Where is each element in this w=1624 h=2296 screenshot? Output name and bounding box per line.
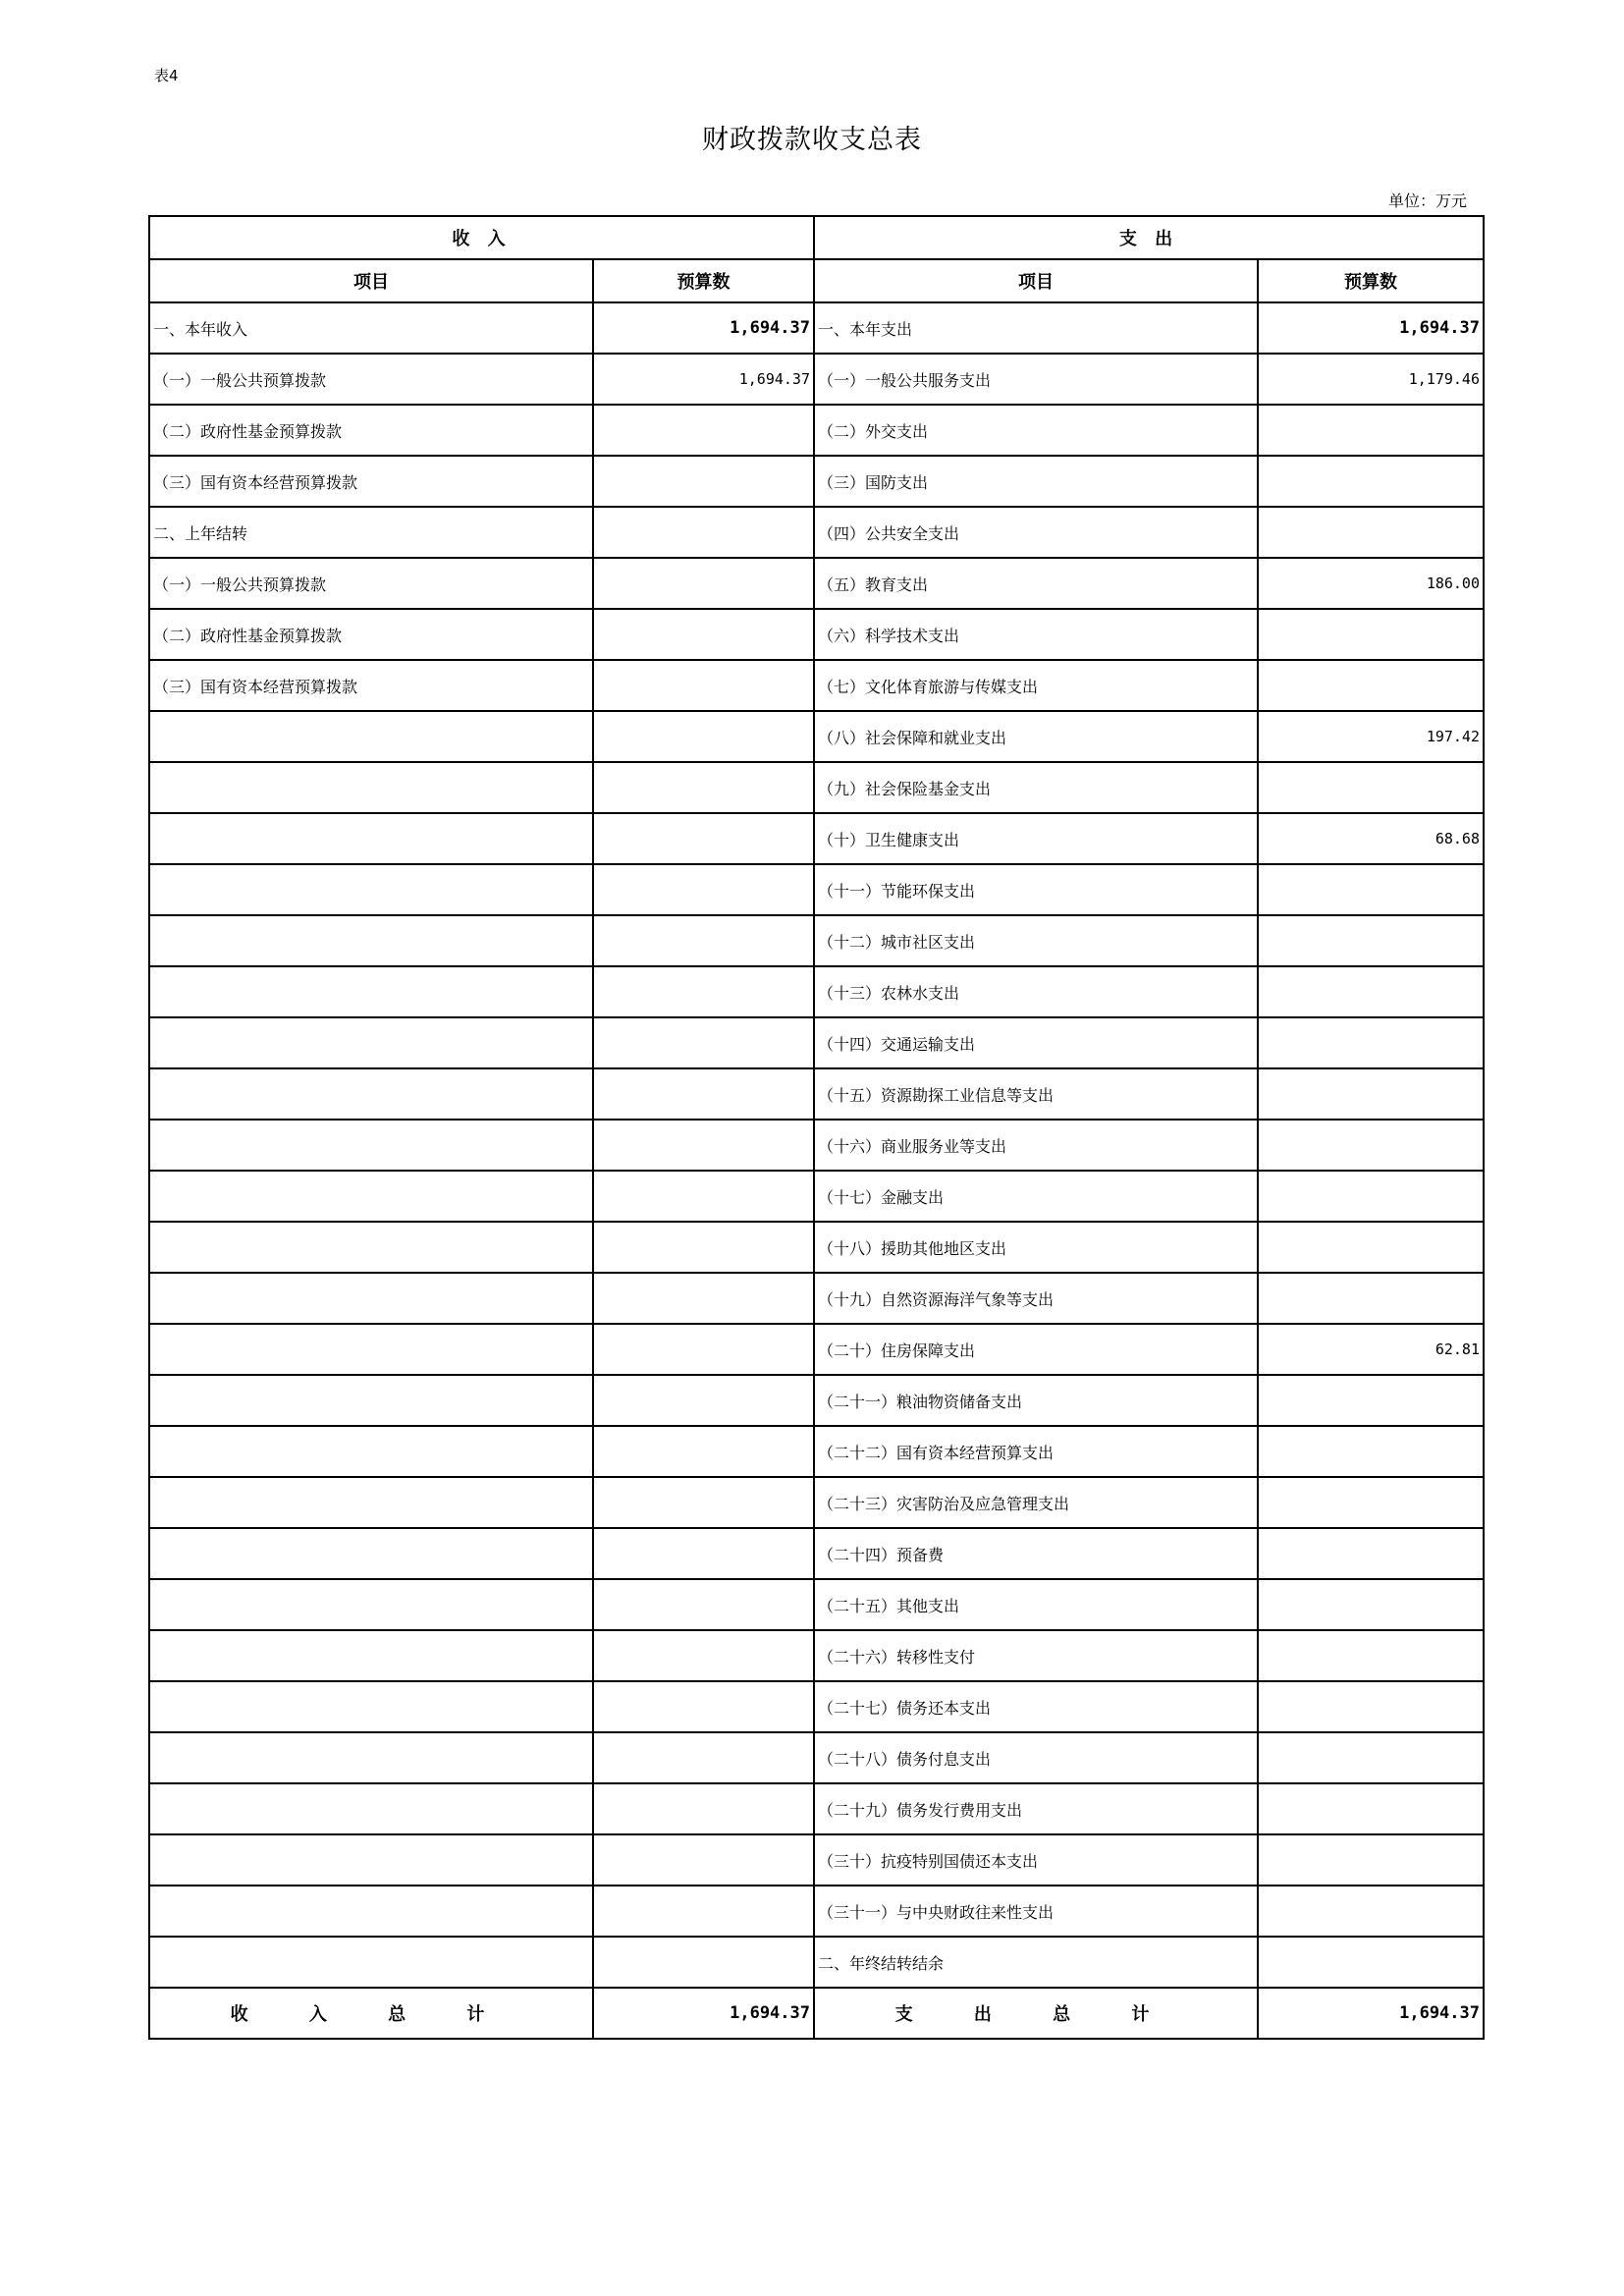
table-row (149, 405, 1484, 456)
income-value-cell (593, 1579, 814, 1630)
income-value-cell (593, 1630, 814, 1681)
total-row (149, 1988, 1484, 2039)
expense-item-cell: （十三）农林水支出 (814, 966, 1258, 1017)
expense-total-label: 支 出 总 计 (814, 1988, 1258, 2039)
income-value-cell (593, 456, 814, 507)
income-item-cell (149, 1171, 593, 1222)
expense-item-cell: （八）社会保障和就业支出 (814, 711, 1258, 762)
column-header-row (149, 259, 1484, 302)
table-row (149, 1937, 1484, 1988)
table-row (149, 915, 1484, 966)
income-item-cell (149, 966, 593, 1017)
income-value-cell (593, 609, 814, 660)
expense-item-cell: （三十）抗疫特别国债还本支出 (814, 1834, 1258, 1886)
table-row (149, 1273, 1484, 1324)
expense-value-cell (1258, 1068, 1484, 1120)
expense-item-cell: （二十八）债务付息支出 (814, 1732, 1258, 1783)
expense-value-cell (1258, 1528, 1484, 1579)
income-item-cell (149, 1630, 593, 1681)
expense-value-cell (1258, 609, 1484, 660)
expense-item-cell: 一、本年支出 (814, 302, 1258, 354)
expense-item-cell: （七）文化体育旅游与传媒支出 (814, 660, 1258, 711)
income-value-cell (593, 1783, 814, 1834)
expense-item-cell: （二十五）其他支出 (814, 1579, 1258, 1630)
table-row (149, 1171, 1484, 1222)
income-value-cell (593, 1120, 814, 1171)
table-row (149, 609, 1484, 660)
income-item-cell (149, 1068, 593, 1120)
income-item-cell (149, 762, 593, 813)
expense-value-cell (1258, 1120, 1484, 1171)
expense-value-cell (1258, 1630, 1484, 1681)
income-item-cell (149, 864, 593, 915)
expense-value-cell (1258, 1477, 1484, 1528)
expense-value-cell (1258, 966, 1484, 1017)
table-row (149, 456, 1484, 507)
expense-value-cell (1258, 1886, 1484, 1937)
expense-item-cell: （十五）资源勘探工业信息等支出 (814, 1068, 1258, 1120)
expense-item-cell: （三）国防支出 (814, 456, 1258, 507)
fiscal-summary-table (148, 215, 1485, 2040)
income-value-cell (593, 966, 814, 1017)
income-item-cell (149, 1222, 593, 1273)
expense-value-cell: 68.68 (1258, 813, 1484, 864)
section-income-header: 收 入 (149, 216, 814, 259)
table-row (149, 864, 1484, 915)
income-item-cell (149, 1273, 593, 1324)
income-item-cell: 一、本年收入 (149, 302, 593, 354)
income-item-cell (149, 1681, 593, 1732)
expense-item-cell: （十六）商业服务业等支出 (814, 1120, 1258, 1171)
table-body (149, 302, 1484, 1988)
income-value-cell (593, 1732, 814, 1783)
income-item-cell: （三）国有资本经营预算拨款 (149, 660, 593, 711)
table-row (149, 1886, 1484, 1937)
income-value-cell (593, 762, 814, 813)
expense-value-cell: 197.42 (1258, 711, 1484, 762)
income-value-cell: 1,694.37 (593, 302, 814, 354)
expense-value-cell (1258, 405, 1484, 456)
expense-value-cell (1258, 660, 1484, 711)
expense-value-cell (1258, 1579, 1484, 1630)
table-number: 表4 (154, 67, 179, 84)
income-item-cell (149, 1375, 593, 1426)
income-item-cell (149, 1017, 593, 1068)
income-value-cell (593, 1324, 814, 1375)
income-value-cell (593, 1426, 814, 1477)
expense-value-cell: 1,694.37 (1258, 302, 1484, 354)
income-item-header: 项目 (149, 259, 593, 302)
income-item-cell (149, 1426, 593, 1477)
expense-item-header: 项目 (814, 259, 1258, 302)
expense-value-cell (1258, 1783, 1484, 1834)
income-item-cell (149, 711, 593, 762)
expense-item-cell: （十一）节能环保支出 (814, 864, 1258, 915)
expense-value-cell (1258, 456, 1484, 507)
expense-item-cell: （二十）住房保障支出 (814, 1324, 1258, 1375)
section-expense-header: 支 出 (814, 216, 1484, 259)
table-row (149, 1528, 1484, 1579)
expense-item-cell: （一）一般公共服务支出 (814, 354, 1258, 405)
table-row (149, 1068, 1484, 1120)
income-item-cell (149, 1324, 593, 1375)
expense-item-cell: （五）教育支出 (814, 558, 1258, 609)
income-value-cell (593, 1171, 814, 1222)
income-item-cell (149, 1886, 593, 1937)
expense-value-cell (1258, 1834, 1484, 1886)
income-item-cell (149, 1528, 593, 1579)
expense-item-cell: （二十一）粮油物资储备支出 (814, 1375, 1258, 1426)
income-item-cell: （三）国有资本经营预算拨款 (149, 456, 593, 507)
expense-item-cell: （九）社会保险基金支出 (814, 762, 1258, 813)
income-item-cell (149, 1834, 593, 1886)
expense-item-cell: （十七）金融支出 (814, 1171, 1258, 1222)
income-value-cell: 1,694.37 (593, 354, 814, 405)
expense-item-cell: （十八）援助其他地区支出 (814, 1222, 1258, 1273)
table-row (149, 1630, 1484, 1681)
income-item-cell (149, 1579, 593, 1630)
table-row (149, 1426, 1484, 1477)
expense-value-cell (1258, 1732, 1484, 1783)
income-value-cell (593, 558, 814, 609)
income-value-cell (593, 1222, 814, 1273)
expense-value-cell (1258, 1171, 1484, 1222)
income-value-cell (593, 864, 814, 915)
unit-label: 单位：万元 (1387, 191, 1467, 210)
expense-value-cell (1258, 1273, 1484, 1324)
expense-item-cell: （十）卫生健康支出 (814, 813, 1258, 864)
expense-value-cell (1258, 1375, 1484, 1426)
income-total-label: 收 入 总 计 (149, 1988, 593, 2039)
income-item-cell: （一）一般公共预算拨款 (149, 354, 593, 405)
table-row (149, 1120, 1484, 1171)
income-value-cell (593, 1834, 814, 1886)
expense-item-cell: （三十一）与中央财政往来性支出 (814, 1886, 1258, 1937)
expense-value-cell (1258, 915, 1484, 966)
income-item-cell (149, 1732, 593, 1783)
expense-value-cell (1258, 1937, 1484, 1988)
table-row (149, 1732, 1484, 1783)
expense-value-cell: 186.00 (1258, 558, 1484, 609)
income-value-cell (593, 1886, 814, 1937)
table-row (149, 507, 1484, 558)
table-row (149, 813, 1484, 864)
expense-value-cell (1258, 1681, 1484, 1732)
income-value-cell (593, 405, 814, 456)
expense-value-cell (1258, 1426, 1484, 1477)
income-total-value: 1,694.37 (593, 1988, 814, 2039)
income-value-cell (593, 660, 814, 711)
income-item-cell: （二）政府性基金预算拨款 (149, 405, 593, 456)
table-row (149, 762, 1484, 813)
income-item-cell (149, 1120, 593, 1171)
income-value-cell (593, 1273, 814, 1324)
income-value-cell (593, 813, 814, 864)
expense-value-cell (1258, 1222, 1484, 1273)
table-row (149, 1477, 1484, 1528)
income-item-cell (149, 1477, 593, 1528)
expense-value-cell: 62.81 (1258, 1324, 1484, 1375)
income-item-cell: （一）一般公共预算拨款 (149, 558, 593, 609)
expense-item-cell: （六）科学技术支出 (814, 609, 1258, 660)
expense-item-cell: （二十九）债务发行费用支出 (814, 1783, 1258, 1834)
table-row (149, 302, 1484, 354)
income-item-cell: （二）政府性基金预算拨款 (149, 609, 593, 660)
income-value-cell (593, 1528, 814, 1579)
income-value-cell (593, 1681, 814, 1732)
table-row (149, 558, 1484, 609)
income-value-cell (593, 507, 814, 558)
table-row (149, 1375, 1484, 1426)
income-value-cell (593, 1937, 814, 1988)
income-item-cell (149, 813, 593, 864)
expense-item-cell: （二十七）债务还本支出 (814, 1681, 1258, 1732)
income-value-cell (593, 1375, 814, 1426)
expense-value-cell (1258, 1017, 1484, 1068)
income-item-cell (149, 1937, 593, 1988)
expense-item-cell: （二十二）国有资本经营预算支出 (814, 1426, 1258, 1477)
table-row (149, 1324, 1484, 1375)
page-title: 财政拨款收支总表 (702, 125, 922, 155)
expense-value-cell: 1,179.46 (1258, 354, 1484, 405)
table-row (149, 1834, 1484, 1886)
income-value-cell (593, 915, 814, 966)
expense-item-cell: （十四）交通运输支出 (814, 1017, 1258, 1068)
expense-item-cell: （二）外交支出 (814, 405, 1258, 456)
income-value-cell (593, 1477, 814, 1528)
table-row (149, 1783, 1484, 1834)
income-item-cell: 二、上年结转 (149, 507, 593, 558)
expense-item-cell: （二十三）灾害防治及应急管理支出 (814, 1477, 1258, 1528)
expense-item-cell: （二十六）转移性支付 (814, 1630, 1258, 1681)
expense-total-value: 1,694.37 (1258, 1988, 1484, 2039)
expense-value-cell (1258, 864, 1484, 915)
income-item-cell (149, 915, 593, 966)
section-header-row (149, 216, 1484, 259)
table-row (149, 1579, 1484, 1630)
expense-item-cell: 二、年终结转结余 (814, 1937, 1258, 1988)
expense-item-cell: （四）公共安全支出 (814, 507, 1258, 558)
income-budget-header: 预算数 (593, 259, 814, 302)
income-item-cell (149, 1783, 593, 1834)
table-row (149, 711, 1484, 762)
table-row (149, 1017, 1484, 1068)
income-value-cell (593, 1068, 814, 1120)
table-row (149, 1222, 1484, 1273)
income-value-cell (593, 1017, 814, 1068)
expense-item-cell: （十九）自然资源海洋气象等支出 (814, 1273, 1258, 1324)
table-row (149, 1681, 1484, 1732)
table-row (149, 354, 1484, 405)
table-row (149, 966, 1484, 1017)
expense-budget-header: 预算数 (1258, 259, 1484, 302)
expense-item-cell: （二十四）预备费 (814, 1528, 1258, 1579)
expense-value-cell (1258, 762, 1484, 813)
expense-item-cell: （十二）城市社区支出 (814, 915, 1258, 966)
income-value-cell (593, 711, 814, 762)
expense-value-cell (1258, 507, 1484, 558)
table-row (149, 660, 1484, 711)
